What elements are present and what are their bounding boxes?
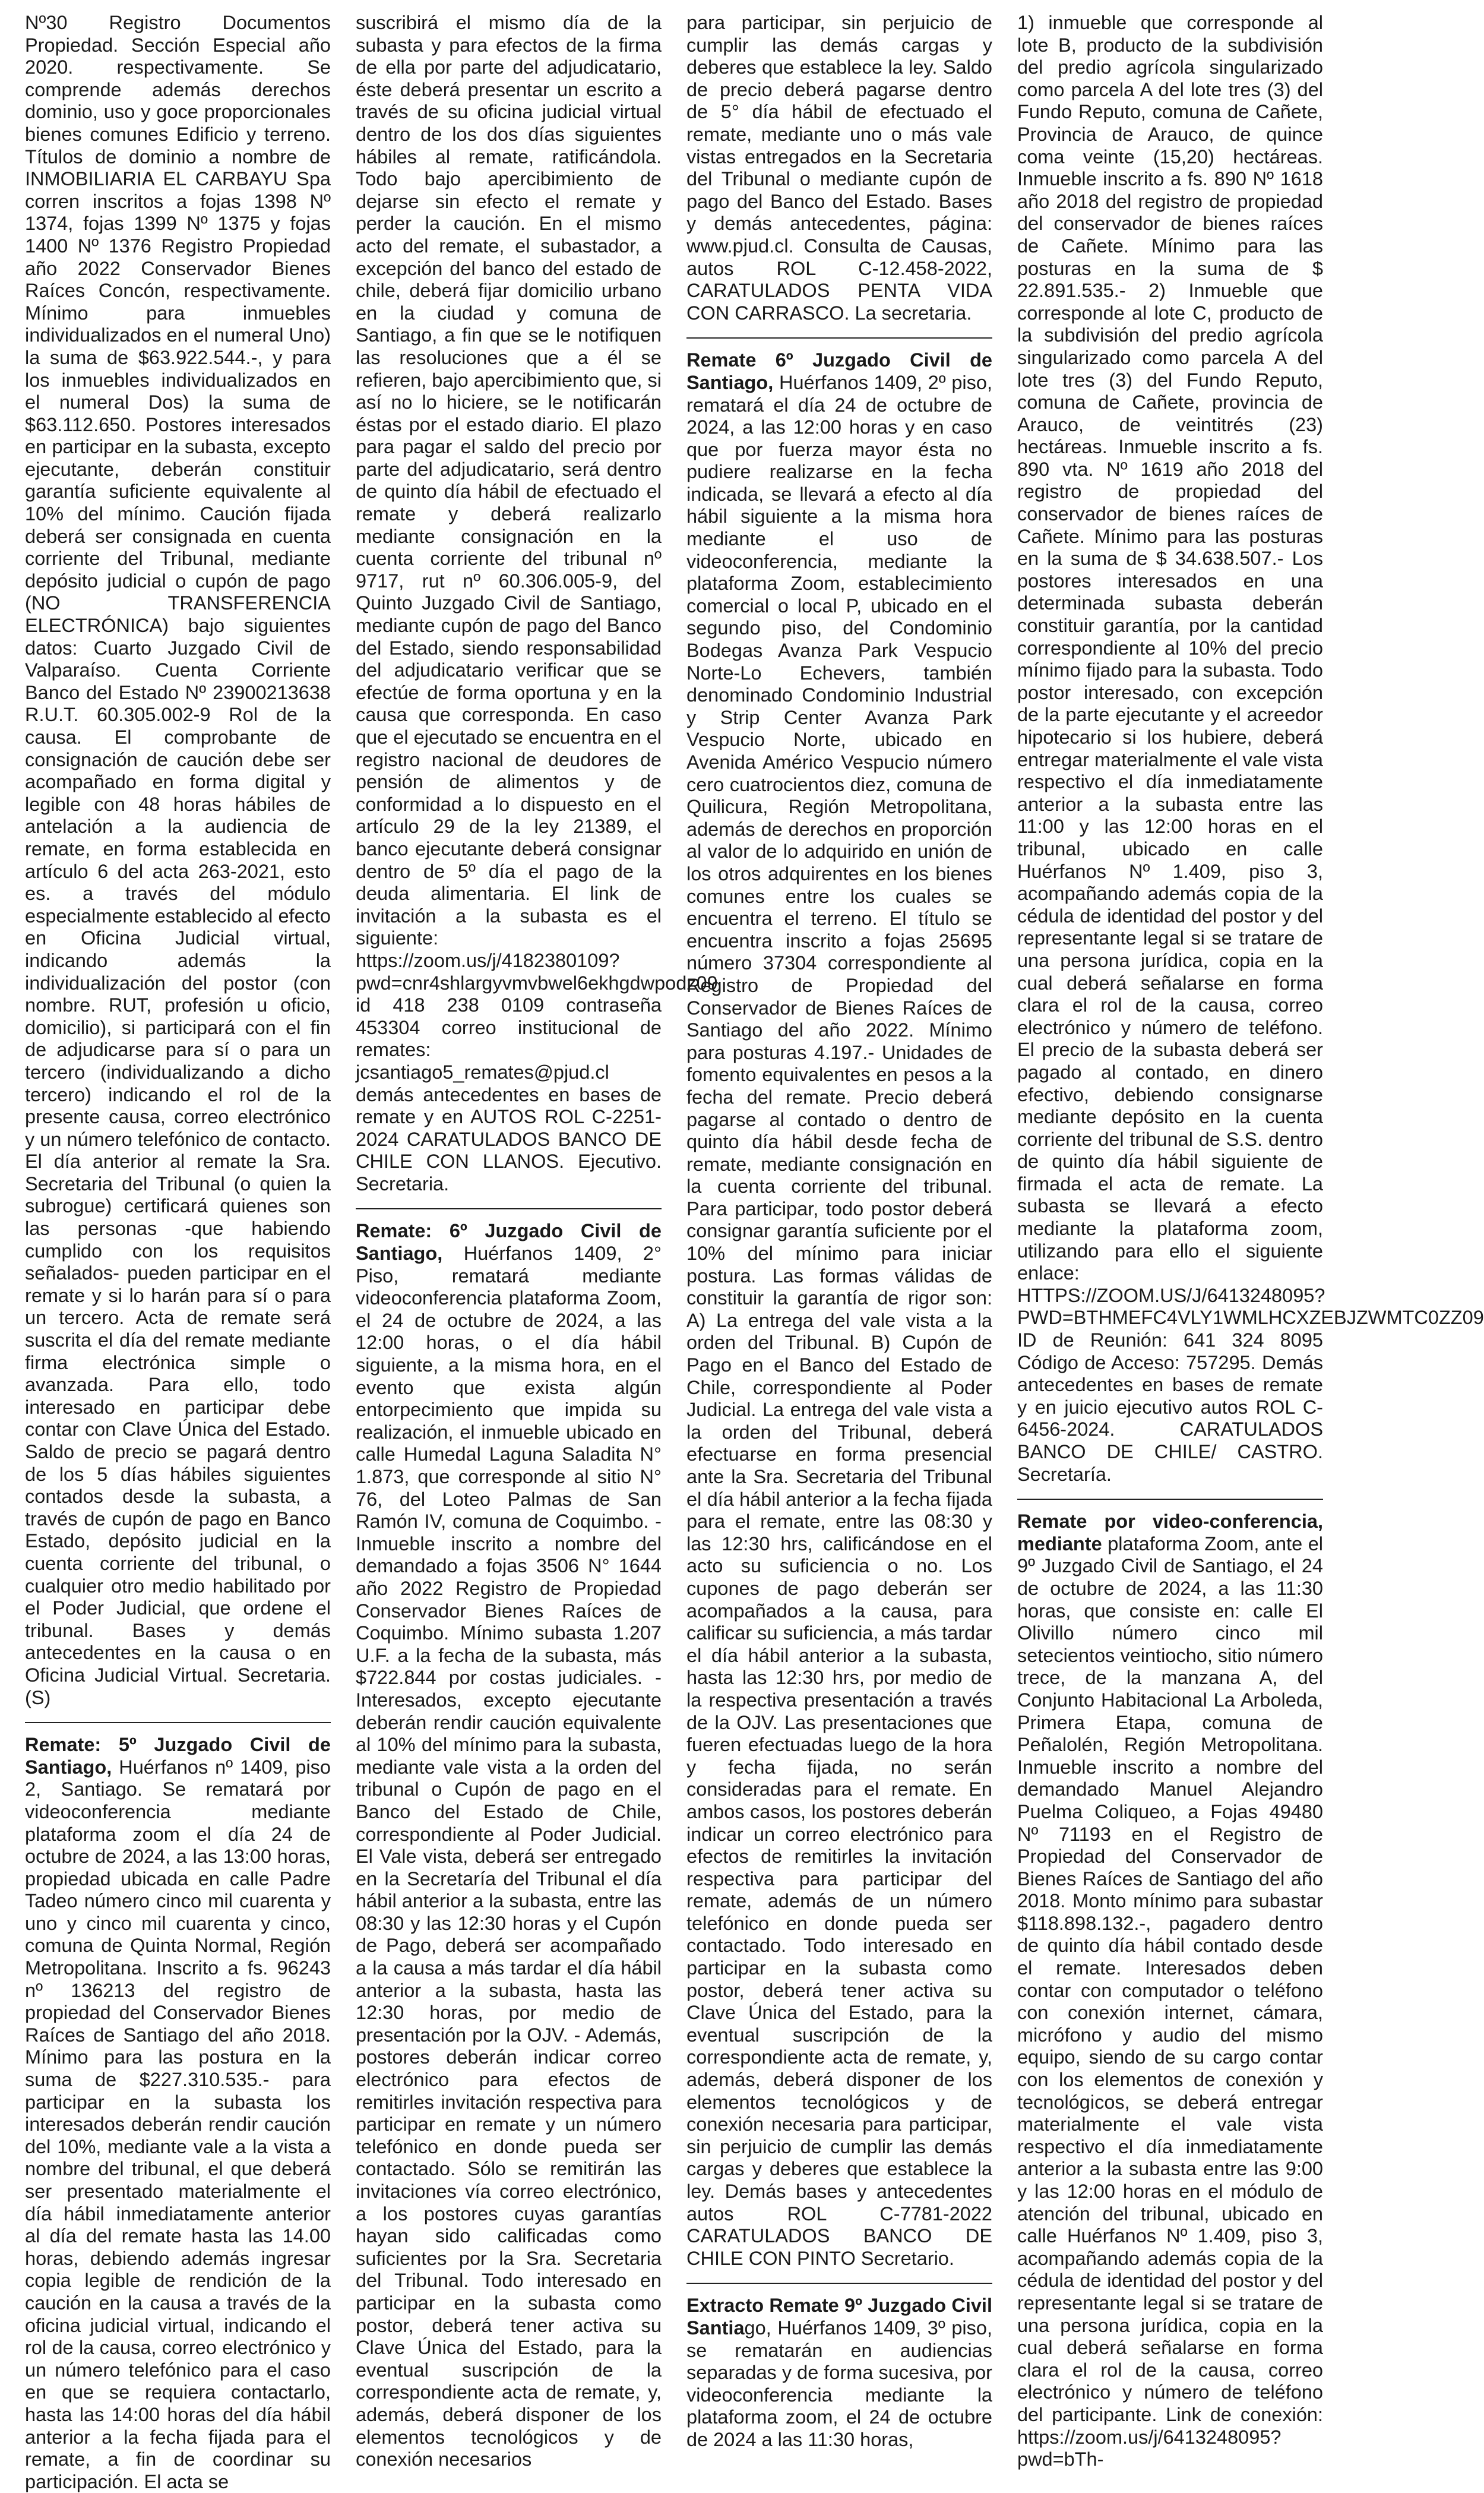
notice-heading: Remate: 6º Juzgado Civil de Santiago, [356, 1220, 662, 1265]
notice-heading: Remate: 5º Juzgado Civil de Santiago, [25, 1734, 331, 1778]
notice-body: Nº30 Registro Documentos Propiedad. Sección Especial año 2020. respectivamente. Se comprende además derechos dominio, uso y goce proporcionales bienes comunes Edificio y terreno. Títulos de dominio a nombre de INMOBILIARIA EL CARBAYU Spa corren inscritos a fojas 1398 Nº 1374, fojas 1399 Nº 1375 y fojas 1400 Nº 1376 Registro Propiedad año 2022 Conservador Bienes Raíces Concón, respectivamente. Mínimo para inmuebles individualizados en el numeral Uno) la suma de $63.922.544.-, y para los inmuebles individualizados en el numeral Dos) la suma de $63.112.650. Postores interesados en participar en la subasta, excepto ejecutante, deberán constituir garantía suficiente equivalente al 10% del mínimo. Caución fijada deberá ser consignada en cuenta corriente del Tribunal, mediante depósito judicial o cupón de pago (NO TRANSFERENCIA ELECTRÓNICA) bajo siguientes datos: Cuarto Juzgado Civil de Valparaíso. Cuenta Corriente Banco del Estado Nº 23900213638 R.U.T. 60.305.002-9 Rol de la causa. El comprobante de consignación de caución debe ser acompañado en forma digital y legible con 48 horas hábiles de antelación a la audiencia de remate, en forma establecida en artículo 6 del acta 263-2021, esto es. a través del módulo especialmente establecido al efecto en Oficina Judicial virtual, indicando además la individualización del postor (con nombre. RUT, profesión u oficio, domicilio), si participará con el fin de adjudicarse para sí o para un tercero (individualizando a dicho tercero) indicando el rol de la presente causa, correo electrónico y un número telefónico de contacto. El día anterior al remate la Sra. Secretaria del Tribunal (o quien la subrogue) certificará quienes son las personas -que habiendo cumplido con los requisitos señalados- pueden participar en el remate y si lo harán para sí o para un tercero. Acta de remate será suscrita el día del remate mediante firma electrónica simple o avanzada. Para ello, todo interesado en participar debe contar con Clave Única del Estado. Saldo de precio se pagará dentro de los 5 días hábiles siguientes contados desde la subasta, a través de cupón de pago en Banco Estado, depósito judicial en la cuenta corriente del tribunal, o cualquier otro medio habilitado por el Poder Judicial, que ordene el tribunal. Bases y demás antecedentes en la causa o en Oficina Judicial Virtual. Secretaria. (S) [25, 12, 331, 1708]
notice-continued [686, 12, 992, 324]
notice-divider [25, 1722, 331, 1723]
notice-remate-6-juzgado [356, 1220, 662, 2470]
notice-body: Huérfanos nº 1409, piso 2, Santiago. Se rematará por videoconferencia mediante plataforma zoom el día 24 de octubre de 2024, a las 13:00 horas, propiedad ubicada en calle Padre Tadeo número cinco mil cuarenta y uno y cinco mil cuarenta y cinco, comuna de Quinta Normal, Región Metropolitana. Inscrito a fs. 96243 nº 136213 del registro de propiedad del Conservador Bienes Raíces de Santiago del año 2018. Mínimo para las postura en la suma de $227.310.535.- para participar en la subasta los interesados deberán rendir caución del 10%, mediante vale a la vista a nombre del tribunal, el que deberá ser presentado materialmente el día hábil inmediatamente anterior al día del remate hasta las 14.00 horas, debiendo además ingresar copia legible de rendición de la caución en la causa a través de la oficina judicial virtual, indicando el rol de la causa, correo electrónico y un número telefónico para el caso en que se requiera contactarlo, hasta las 14:00 horas del día hábil anterior a la fecha fijada para el remate, a fin de coordinar su participación. El acta se [25, 1756, 331, 2492]
notice-heading: Remate por video-conferencia, mediante [1017, 1511, 1323, 1554]
notice-body: Huérfanos 1409, 2º piso, rematará el día 24 de octubre de 2024, a las 12:00 horas y en caso que por fuerza mayor ésta no pudiere realizarse en la fecha indicada, se llevará a efecto al día hábil siguiente a la misma hora mediante el uso de videoconferencia, mediante la plataforma Zoom, establecimiento comercial o local P, ubicado en el segundo piso, del Condominio Bodegas Avanza Park Vespucio Norte-Lo Echevers, también denominado Condominio Industrial y Strip Center Avanza Park Vespucio Norte, ubicado en Avenida Américo Vespucio número cero cuatrocientos diez, comuna de Quilicura, Región Metropolitana, además de derechos en proporción al valor de lo adquirido en unión de los otros adquirentes en los bienes comunes entre los cuales se encuentra el terreno. El título se encuentra inscrito a fojas 25695 número 37304 correspondiente al Registro de Propiedad del Conservador de Bienes Raíces de Santiago del año 2022. Mínimo para posturas 4.197.- Unidades de fomento equivalentes en pesos a la fecha del remate. Precio deberá pagarse al contado o dentro de quinto día hábil desde fecha de remate, mediante consignación en la cuenta corriente del tribunal. Para participar, todo postor deberá consignar garantía suficiente por el 10% del mínimo para iniciar postura. Las formas válidas de constituir la garantía de rigor son: A) La entrega del vale vista a la orden del Tribunal. B) Cupón de Pago en el Banco del Estado de Chile, correspondiente al Poder Judicial. La entrega del vale vista a la orden del Tribunal, deberá efectuarse en forma presencial ante la Sra. Secretaria del Tribunal el día hábil anterior a la fecha fijada para el remate, entre las 08:30 y las 12:30 hrs, calificándose en el acto su suficiencia o no. Los cupones de pago deberán ser acompañados a la causa, para calificar su suficiencia, a más tardar el día hábil anterior a la subasta, hasta las 12:30 hrs, por medio de la respectiva presentación a través de la OJV. Las presentaciones que fueren efectuadas luego de la hora y fecha fijada, no serán consideradas para el remate. En ambos casos, los postores deberán indicar un correo electrónico para efectos de remitirles la invitación respectiva para participar del remate, además de un número telefónico en donde pueda ser contactado. Todo interesado en participar en la subasta como postor, deberá tener activa su Clave Única del Estado, para la eventual suscripción de la correspondiente acta de remate, y, además, deberá disponer de los elementos tecnológicos y de conexión necesaria para participar, sin perjuicio de cumplir las demás cargas y deberes que establece la ley. Demás bases y antecedentes autos ROL C-7781-2022 CARATULADOS BANCO DE CHILE CON PINTO Secretario. [686, 371, 992, 2269]
column-4 [1017, 12, 1484, 2470]
notice-divider [356, 1208, 662, 1209]
notice-divider [1017, 1499, 1323, 1500]
notice-remate-5-juzgado [25, 1734, 331, 2493]
notice-divider [686, 337, 992, 339]
notice-heading: Extracto Remate 9º Juzgado Civil Santia [686, 2295, 992, 2339]
notice-remate-videoconferencia [1017, 1511, 1323, 2471]
notice-divider [686, 2283, 992, 2284]
notice-extracto-remate-9-juzgado [686, 2295, 992, 2451]
notice-continued [25, 12, 331, 1709]
column-1 [25, 12, 331, 2492]
notice-heading: Remate 6º Juzgado Civil de Santiago, [686, 349, 992, 393]
notice-body: suscribirá el mismo día de la subasta y para efectos de la firma de ella por parte del adjudicatario, éste deberá presentar un escrito a través de su oficina judicial virtual dentro de los dos días siguientes hábiles al remate, ratificándola. Todo bajo apercibimiento de dejarse sin efecto el remate y perder la caución. En el mismo acto del remate, el subastador, a excepción del banco del estado de chile, deberá fijar domicilio urbano en la ciudad y comuna de Santiago, a fin que se le notifiquen las resoluciones que a él se refieren, bajo apercibimiento que, si así no lo hiciere, se le notificarán éstas por el estado diario. El plazo para pagar el saldo del precio por parte del adjudicatario, será dentro de quinto día hábil de efectuado el remate y deberá realizarlo mediante consignación en la cuenta corriente del tribunal nº 9717, rut nº 60.306.005-9, del Quinto Juzgado Civil de Santiago, mediante cupón de pago del Banco del Estado, siendo responsabilidad del adjudicatario verificar que se efectúe de forma oportuna y en la causa que corresponda. En caso que el ejecutado se encuentra en el registro nacional de deudores de pensión de alimentos y de conformidad a lo dispuesto en el artículo 29 de la ley 21389, el banco ejecutante deberá consignar dentro de 5º día el pago de la deuda alimentaria. El link de invitación a la subasta es el siguiente: https://zoom.us/j/4182380109?pwd=cnr4shlargyvmvbwel6ekhgdwpodz09 id 418 238 0109 contraseña 453304 correo institucional de remates: jcsantiago5_remates@pjud.cl demás antecedentes en bases de remate y en AUTOS ROL C-2251-2024 CARATULADOS BANCO DE CHILE CON LLANOS. Ejecutivo. Secretaria. [356, 12, 718, 1195]
notice-body: 1) inmueble que corresponde al lote B, producto de la subdivisión del predio agrícola singularizado como parcela A del lote tres (3) del Fundo Reputo, comuna de Cañete, Provincia de Arauco, de quince coma veinte (15,20) hectáreas. Inmueble inscrito a fs. 890 Nº 1618 año 2018 del registro de propiedad del conservador de bienes raíces de Cañete. Mínimo para las posturas en la suma de $ 22.891.535.- 2) Inmueble que corresponde al lote C, producto de la subdivisión del predio agrícola singularizado como parcela A del lote tres (3) del Fundo Reputo, comuna de Cañete, provincia de Arauco, de veintitrés (23) hectáreas. Inmueble inscrito a fs. 890 vta. Nº 1619 año 2018 del registro de propiedad del conservador de bienes raíces de Cañete. Mínimo para las posturas en la suma de $ 34.638.507.- Los postores interesados en una determinada subasta deberán constituir garantía, por la cantidad correspondiente al 10% del precio mínimo fijado para la subasta. Todo postor interesado, con excepción de la parte ejecutante y el acreedor hipotecario si los hubiere, deberá entregar materialmente el vale vista respectivo el día inmediatamente anterior a la subasta entre las 11:00 y las 12:00 horas en el tribunal, ubicado en calle Huérfanos Nº 1.409, piso 3, acompañando además copia de la cédula de identidad del postor y del representante legal si se tratare de una persona jurídica, copia en la cual deberá señalarse en forma clara el rol de la causa, correo electrónico y número de teléfono. El precio de la subasta deberá ser pagado al contado, en dinero efectivo, debiendo consignarse mediante depósito en la cuenta corriente del tribunal de S.S. dentro de quinto día hábil siguiente de firmada el acta de remate. La subasta se llevará a efecto mediante la plataforma zoom, utilizando para ello el siguiente enlace: HTTPS://ZOOM.US/J/6413248095?PWD=BTHMEFC4VLY1WMLHCXZEBJZWMTC0ZZ09 ID de Reunión: 641 324 8095 Código de Acceso: 757295. Demás antecedentes en bases de remate y en juicio ejecutivo autos ROL C-6456-2024. CARATULADOS BANCO DE CHILE/ CASTRO. Secretaría. [1017, 12, 1484, 1485]
notice-body: Huérfanos 1409, 2° Piso, rematará mediante videoconferencia plataforma Zoom, el 24 de octubre de 2024, a las 12:00 horas, o el día hábil siguiente, a la misma hora, en el evento que exista algún entorpecimiento que impida su realización, el inmueble ubicado en calle Humedal Laguna Saladita N° 1.873, que corresponde al sitio N° 76, del Loteo Palmas de San Ramón IV, comuna de Coquimbo. - Inmueble inscrito a nombre del demandado a fojas 3506 N° 1644 año 2022 Registro de Propiedad Conservador Bienes Raíces de Coquimbo. Mínimo subasta 1.207 U.F. a la fecha de la subasta, más $722.844 por costas judiciales. - Interesados, excepto ejecutante deberán rendir caución equivalente al 10% del mínimo para la subasta, mediante vale vista a la orden del tribunal o Cupón de pago en el Banco del Estado de Chile, correspondiente al Poder Judicial. El Vale vista, deberá ser entregado en la Secretaría del Tribunal el día hábil anterior a la subasta, entre las 08:30 y las 12:30 horas y el Cupón de Pago, deberá ser acompañado a la causa a más tardar el día hábil anterior a la subasta, hasta las 12:30 horas, por medio de presentación por la OJV. - Además, postores deberán indicar correo electrónico para efectos de remitirles invitación respectiva para participar en remate y un número telefónico en donde pueda ser contactado. Sólo se remitirán las invitaciones vía correo electrónico, a los postores cuyas garantías hayan sido calificadas como suficientes por la Sra. Secretaria del Tribunal. Todo interesado en participar en la subasta como postor, deberá tener activa su Clave Única del Estado, para la eventual suscripción de la correspondiente acta de remate, y, además, deberá disponer de los elementos tecnológicos y de conexión necesarios [356, 1243, 662, 2470]
notice-continued [1017, 12, 1484, 1486]
notice-remate-6-juzgado-quilicura [686, 349, 992, 2270]
notice-body: go, Huérfanos 1409, 3º piso, se rematarán en audiencias separadas y de forma sucesiva, por videoconferencia mediante la plataforma zoom, el 24 de octubre de 2024 a las 11:30 horas, [686, 2317, 992, 2450]
notice-body: para participar, sin perjuicio de cumplir las demás cargas y deberes que establece la ley. Saldo de precio deberá pagarse dentro de 5° día hábil de efectuado el remate, mediante uno o más vale vistas entregados en la Secretaria del Tribunal o mediante cupón de pago del Banco del Estado. Bases y demás antecedentes, página: www.pjud.cl. Consulta de Causas, autos ROL C-12.458-2022, CARATULADOS PENTA VIDA CON CARRASCO. La secretaria. [686, 12, 992, 324]
column-2 [356, 12, 718, 2470]
notice-continued [356, 12, 718, 1195]
notice-body: plataforma Zoom, ante el 9º Juzgado Civil de Santiago, el 24 de octubre de 2024, a las 11:30 horas, que consiste en: calle El Olivillo número cinco mil setecientos veintiocho, sitio número trece, de la manzana A, del Conjunto Habitacional La Arboleda, Primera Etapa, comuna de Peñalolén, Región Metropolitana. Inmueble inscrito a nombre del demandado Manuel Alejandro Puelma Coliqueo, a Fojas 49480 Nº 71193 en el Registro de Propiedad del Conservador de Bienes Raíces de Santiago del año 2018. Monto mínimo para subastar $118.898.132.-, pagadero dentro de quinto día hábil contado desde el remate. Interesados deben contar con computador o teléfono con conexión internet, cámara, micrófono y audio del mismo equipo, siendo de su cargo contar con los elementos de conexión y tecnológicos, se deberá entregar materialmente el vale vista respectivo el día inmediatamente anterior a la subasta entre las 9:00 y las 12:00 horas en el módulo de atención del tribunal, ubicado en calle Huérfanos Nº 1.409, piso 3, acompañando además copia de la cédula de identidad del postor y del representante legal si se tratare de una persona jurídica, copia en la cual deberá señalarse en forma clara el rol de la causa, correo electrónico y número de teléfono del participante. Link de conexión: https://zoom.us/j/6413248095?pwd=bTh- [1017, 1533, 1323, 2470]
column-3 [686, 12, 992, 2450]
